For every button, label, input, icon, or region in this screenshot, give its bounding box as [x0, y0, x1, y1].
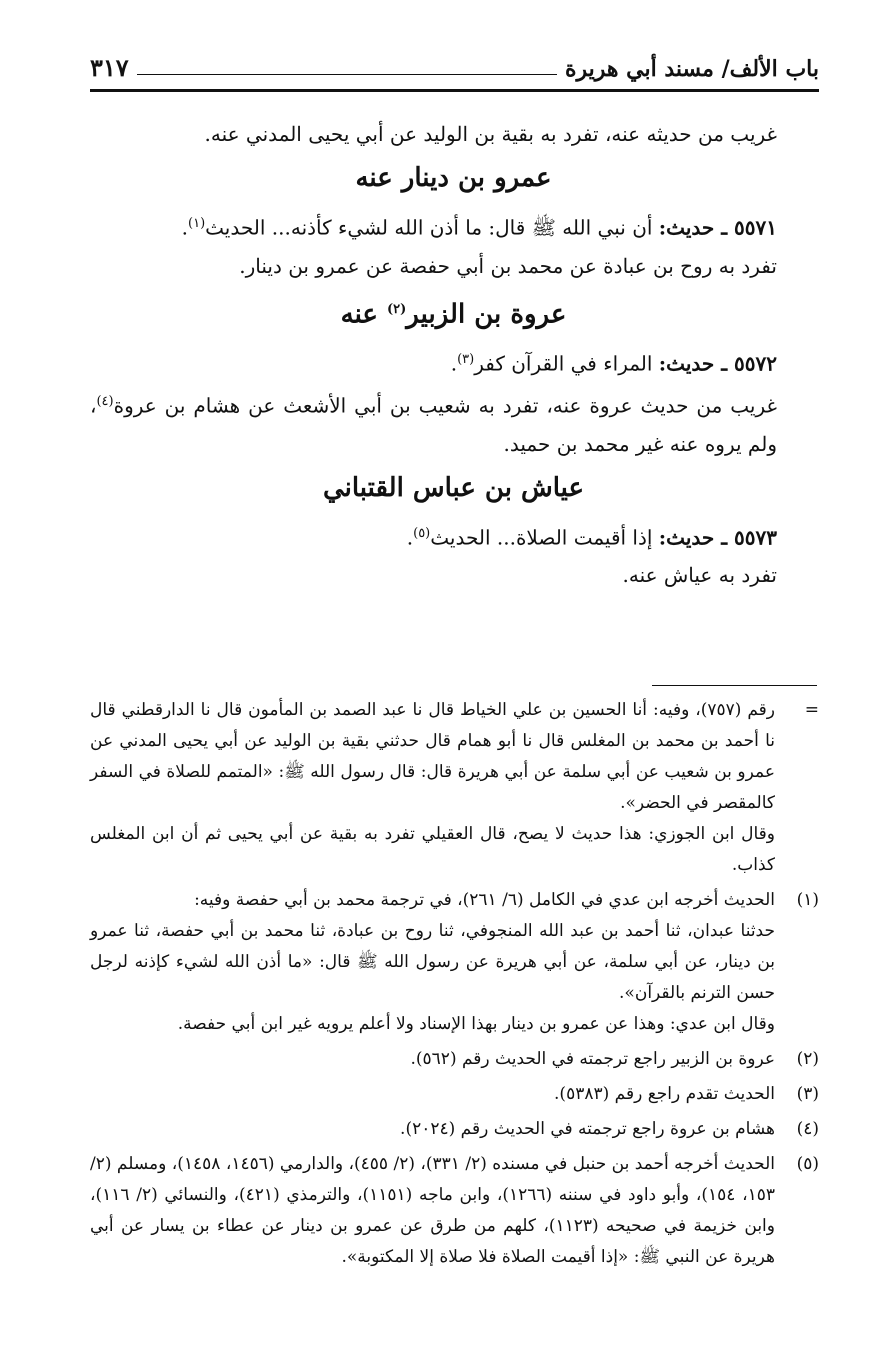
hadith-5573 — [90, 515, 817, 557]
footnote-4 — [90, 1114, 819, 1145]
footnote-number: (١) — [796, 890, 819, 910]
footnote-number: (٣) — [796, 1084, 819, 1104]
continuation-marker: = — [804, 700, 819, 720]
footnote-number: (٥) — [796, 1154, 819, 1174]
paragraph-gharib-1: غريب من حديثه عنه، تفرد به بقية بن الوليد عن أبي يحيى المدني عنه. — [204, 122, 777, 146]
section-heading-amr: عمرو بن دينار عنه — [355, 163, 552, 193]
footnote-ref[interactable]: (٤) — [96, 393, 114, 409]
footnote-continuation — [90, 695, 819, 881]
footnote-text: حدثنا عبدان، ثنا أحمد بن عبد الله المنجوفي، ثنا روح بن عبادة، ثنا محمد بن أبي حفصة، ثنا عمرو بن دينار، عن أبي سلمة، عن أبي هريرة عن رسول الله ﷺ قال: «ما أذن الله لشيء كإذنه لرجل حسن الترنم بالقرآن». — [90, 921, 775, 1003]
end-mark: . — [406, 525, 414, 550]
paragraph-tafarrada-1: تفرد به روح بن عبادة عن محمد بن أبي حفصة عن عمرو بن دينار. — [239, 253, 777, 278]
running-header — [90, 40, 819, 90]
footnote-5 — [90, 1149, 819, 1273]
main-text — [90, 115, 817, 594]
footnote-text: رقم (٧٥٧)، وفيه: أنا الحسين بن علي الخياط قال نا عبد الصمد بن المأمون قال نا الدارقطني قال نا أحمد بن محمد بن المغلس قال نا أبو همام قال حدثني بقية بن الوليد عن أبي يحيى المدني عن عمرو بن شعيب عن أبي سلمة عن أبي هريرة قال: قال رسول الله ﷺ: «المتمم للصلاة في السفر كالمقصر في الحضر». — [90, 700, 775, 813]
hadith-text: أن نبي الله ﷺ قال: ما أذن الله لشيء كأذنه... الحديث — [205, 215, 659, 240]
end-mark: . — [450, 351, 458, 376]
paragraph-gharib-2 — [90, 383, 817, 463]
footnote-text: الحديث أخرجه ابن عدي في الكامل (٦/ ٢٦١)، في ترجمة محمد بن أبي حفصة وفيه: — [194, 890, 775, 910]
footnote-text: وقال ابن الجوزي: هذا حديث لا يصح، قال العقيلي تفرد به بقية عن أبي يحيى ثم أن ابن المغلس كذاب. — [90, 824, 775, 875]
hadith-number: ٥٥٧١ ـ حديث: — [658, 215, 777, 240]
header-dash-line — [137, 74, 557, 75]
page-number: ٣١٧ — [90, 53, 129, 82]
paragraph-text-end: ، ولم يروه عنه غير محمد بن حميد. — [90, 393, 777, 456]
footnote-text: عروة بن الزبير راجع ترجمته في الحديث رقم (٥٦٢). — [410, 1049, 775, 1069]
header-rule — [90, 89, 819, 92]
footnote-3 — [90, 1079, 819, 1110]
section-heading-urwa — [90, 291, 817, 334]
end-mark: . — [181, 215, 189, 240]
footnotes — [90, 695, 819, 1277]
footnote-separator — [652, 685, 817, 686]
footnote-ref[interactable]: (٢) — [386, 301, 407, 317]
footnote-ref[interactable]: (١) — [188, 216, 206, 231]
footnote-2 — [90, 1044, 819, 1075]
hadith-5572 — [90, 341, 817, 383]
section-heading-ayyash: عياش بن عباس القتباني — [322, 472, 585, 503]
footnote-ref[interactable]: (٣) — [457, 352, 475, 368]
heading-text: عروة بن الزبير — [406, 299, 567, 330]
hadith-5571 — [90, 205, 817, 247]
footnote-text: الحديث أخرجه أحمد بن حنبل في مسنده (٢/ ٣٣١)، (٢/ ٤٥٥)، والدارمي (١٤٥٦، ١٤٥٨)، ومسلم (٢/ ١٥٣، ١٥٤)، وأبو داود في سننه (١٢٦٦)، وابن ماجه (١١٥١)، والترمذي (٤٢١)، والنسائي (٢/ ١١٦)، وابن خزيمة في صحيحه (١١٢٣)، كلهم من طرق عن عمرو بن دينار عن عطاء بن يسار عن أبي هريرة عن النبي ﷺ: «إذا أقيمت الصلاة فلا صلاة إلا المكتوبة». — [90, 1154, 776, 1267]
footnote-number: (٢) — [796, 1049, 819, 1069]
hadith-text: إذا أقيمت الصلاة... الحديث — [430, 525, 659, 550]
hadith-number: ٥٥٧٢ ـ حديث: — [658, 351, 777, 376]
footnote-text: الحديث تقدم راجع رقم (٥٣٨٣). — [554, 1084, 775, 1104]
running-title: باب الألف/ مسند أبي هريرة — [564, 56, 819, 82]
heading-text-suffix: عنه — [340, 299, 387, 330]
hadith-text: المراء في القرآن كفر — [474, 351, 659, 376]
footnote-ref[interactable]: (٥) — [413, 525, 431, 541]
footnote-1 — [90, 885, 819, 1040]
paragraph-tafarrada-2: تفرد به عياش عنه. — [622, 563, 777, 588]
footnote-text: وقال ابن عدي: وهذا عن عمرو بن دينار بهذا الإسناد ولا أعلم يرويه غير ابن أبي حفصة. — [177, 1014, 775, 1034]
paragraph-text: غريب من حديث عروة عنه، تفرد به شعيب بن أبي الأشعث عن هشام بن عروة — [113, 393, 777, 418]
footnote-number: (٤) — [796, 1119, 819, 1139]
hadith-number: ٥٥٧٣ ـ حديث: — [658, 525, 777, 550]
footnote-text: هشام بن عروة راجع ترجمته في الحديث رقم (٢٠٢٤). — [400, 1119, 775, 1139]
